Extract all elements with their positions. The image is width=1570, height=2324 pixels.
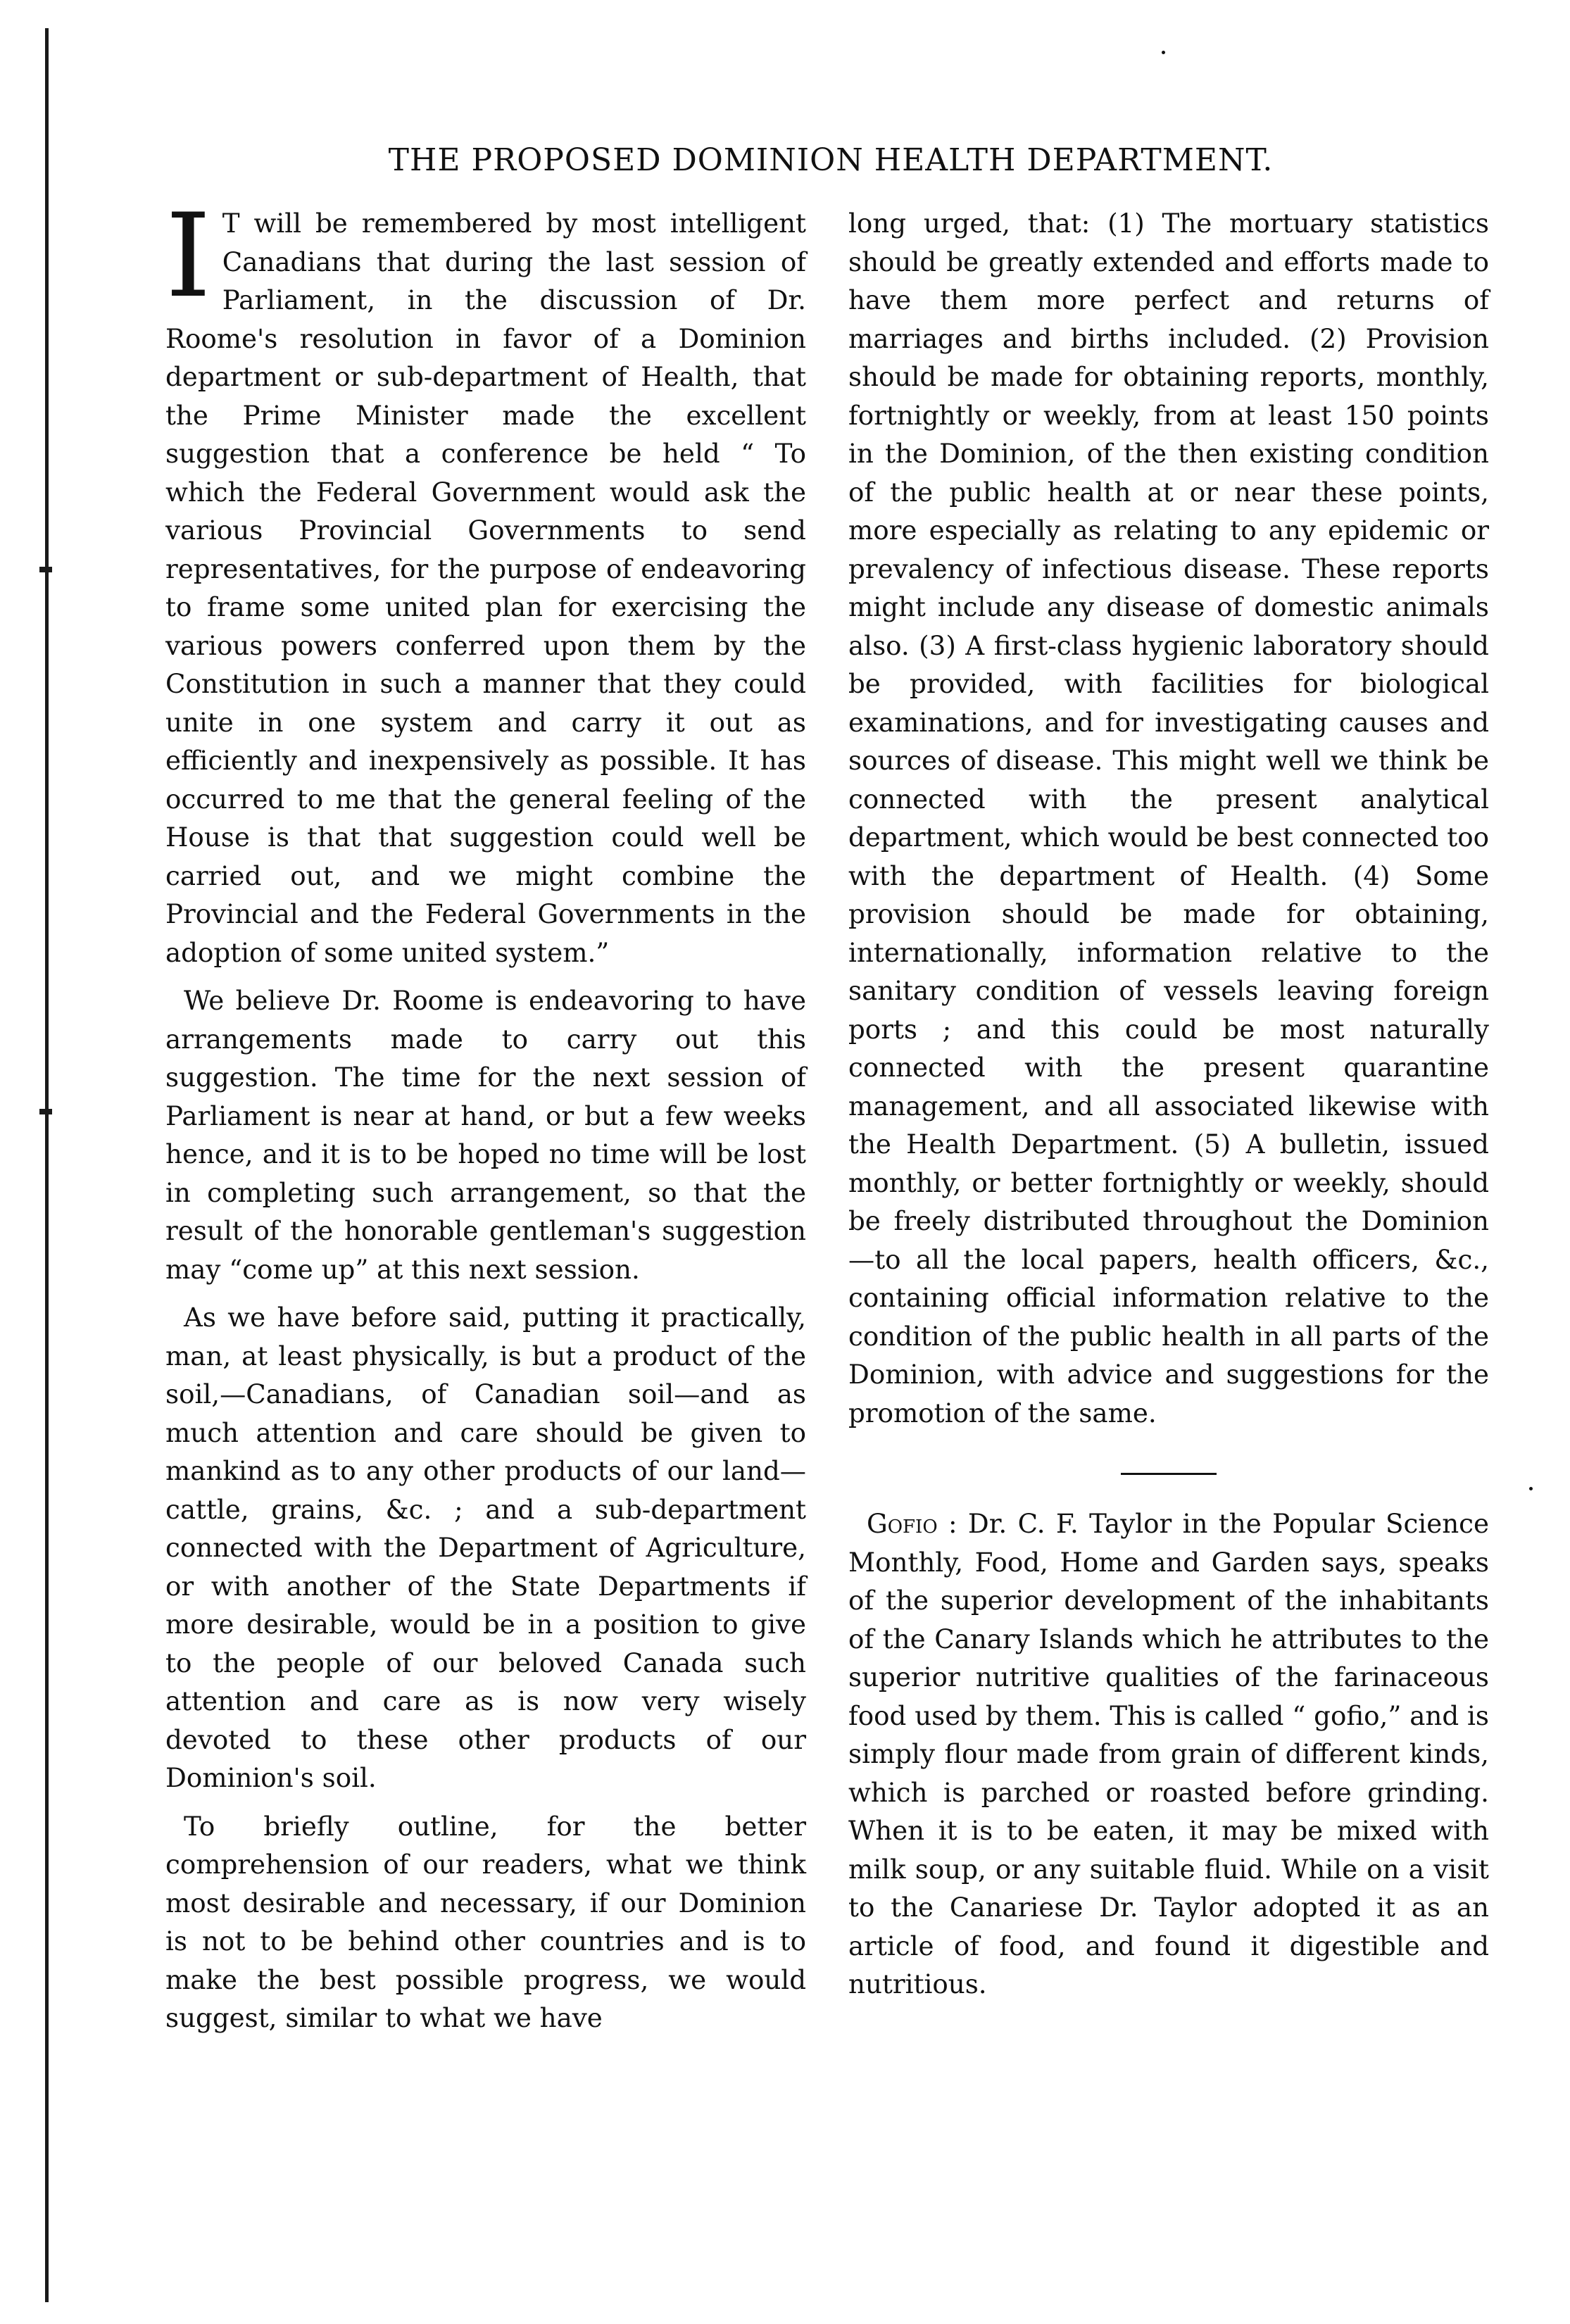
gofio-note [848,1505,1489,2004]
paragraph-intro-text: T will be remembered by most intelligent Canadians that during the last session of Parliament, in the discussion of Dr. Roome's resolution in favor of a Dominion department or sub-department of Health, that the Prime Minister made the excellent suggestion that a conference be held “ To which the Federal Government would ask the various Provincial Governments to send representatives, for the purpose of endeavoring to frame some united plan for exercising the various powers conferred upon them by the Constitution in such a manner that they could unite in one system and carry it out as efficiently and inexpensively as possible. It has occurred to me that the general feeling of the House is that that suggestion could well be carried out, and we might combine the Provincial and the Federal Governments in the adoption of some united system.” [165,208,806,968]
page-title: THE PROPOSED DOMINION HEALTH DEPARTMENT. [388,142,1274,178]
paragraph: To briefly outline, for the better comprehension of our readers, what we think most desirable and necessary, if our Dominion is not to be behind other countries and is to make the best possible progress, we would suggest, similar to what we have [165,1810,806,2033]
paragraph-continued: long urged, that: (1) The mortuary statistics should be greatly extended and efforts made to have them more perfect and returns of marriages and births included. (2) Provision should be made for obtaining reports, monthly, fortnightly or weekly, from at least 150 points in the Dominion, of the then existing condition of the public health at or near these points, more especially as relating to any epidemic or prevalency of infectious disease. These reports might include any disease of domestic animals also. (3) A first-class hygienic laboratory should be provided, with facilities for biological examinations, and for investigating causes and sources of disease. This might well we think be connected with the present analytical department, which would be best connected too with the department of Health. (4) Some provision should be made for obtaining, internationally, information relative to the sanitary condition of vessels leaving foreign ports ; and this could be most naturally connected with the present quarantine management, and all associated likewise with the Health Department. (5) A bulletin, issued monthly, or better fortnightly or weekly, should be freely distributed throughout the Dominion —to all the local papers, health officers, &c., containing official information relative to the condition of the public health in all parts of the Dominion, with advice and suggestions for the promotion of the same. [848,208,1489,1428]
drop-cap: I [165,189,211,323]
binding-edge-line [45,28,49,2302]
page-speck [1162,51,1165,54]
binding-mark [39,1109,52,1114]
binding-mark [39,567,52,572]
note-text: Dr. C. F. Taylor in the Popular Science Monthly, Food, Home and Garden says, speaks of the superior development of the inhabitants of the Canary Islands which he attributes to the superior nutritive qualities of the farinaceous food used by them. This is called “ gofio,” and is simply flour made from grain of different kinds, which is parched or roasted before grinding. When it is to be eaten, it may be mixed with milk soup, or any suitable fluid. While on a visit to the Canariese Dr. Taylor adopted it as an article of food, and found it digestible and nutritious. [848,1508,1489,1999]
right-column [848,204,1489,2004]
paragraph: We believe Dr. Roome is endeavoring to have arrangements made to carry out this suggestion. The time for the next session of Parliament is near at hand, or but a few weeks hence, and it is to be hoped no time will be lost in completing such arrangement, so that the result of the honorable gentleman's suggestion may “come up” at this next session. [165,985,806,1285]
note-term: Gofio : [867,1508,957,1539]
section-divider [1121,1473,1217,1475]
paragraph-intro [165,189,806,972]
page-speck [1529,1487,1533,1490]
paragraph: As we have before said, putting it practically, man, at least physically, is but a product of the soil,—Canadians, of Canadian soil—and as much attention and care should be given to mankind as to any other products of our land—cattle, grains, &c. ; and a sub-department connected with the Department of Agriculture, or with another of the State Departments if more desirable, would be in a position to give to the people of our beloved Canada such attention and care as is now very wisely devoted to these other products of our Dominion's soil. [165,1302,806,1793]
left-column [165,189,806,2037]
